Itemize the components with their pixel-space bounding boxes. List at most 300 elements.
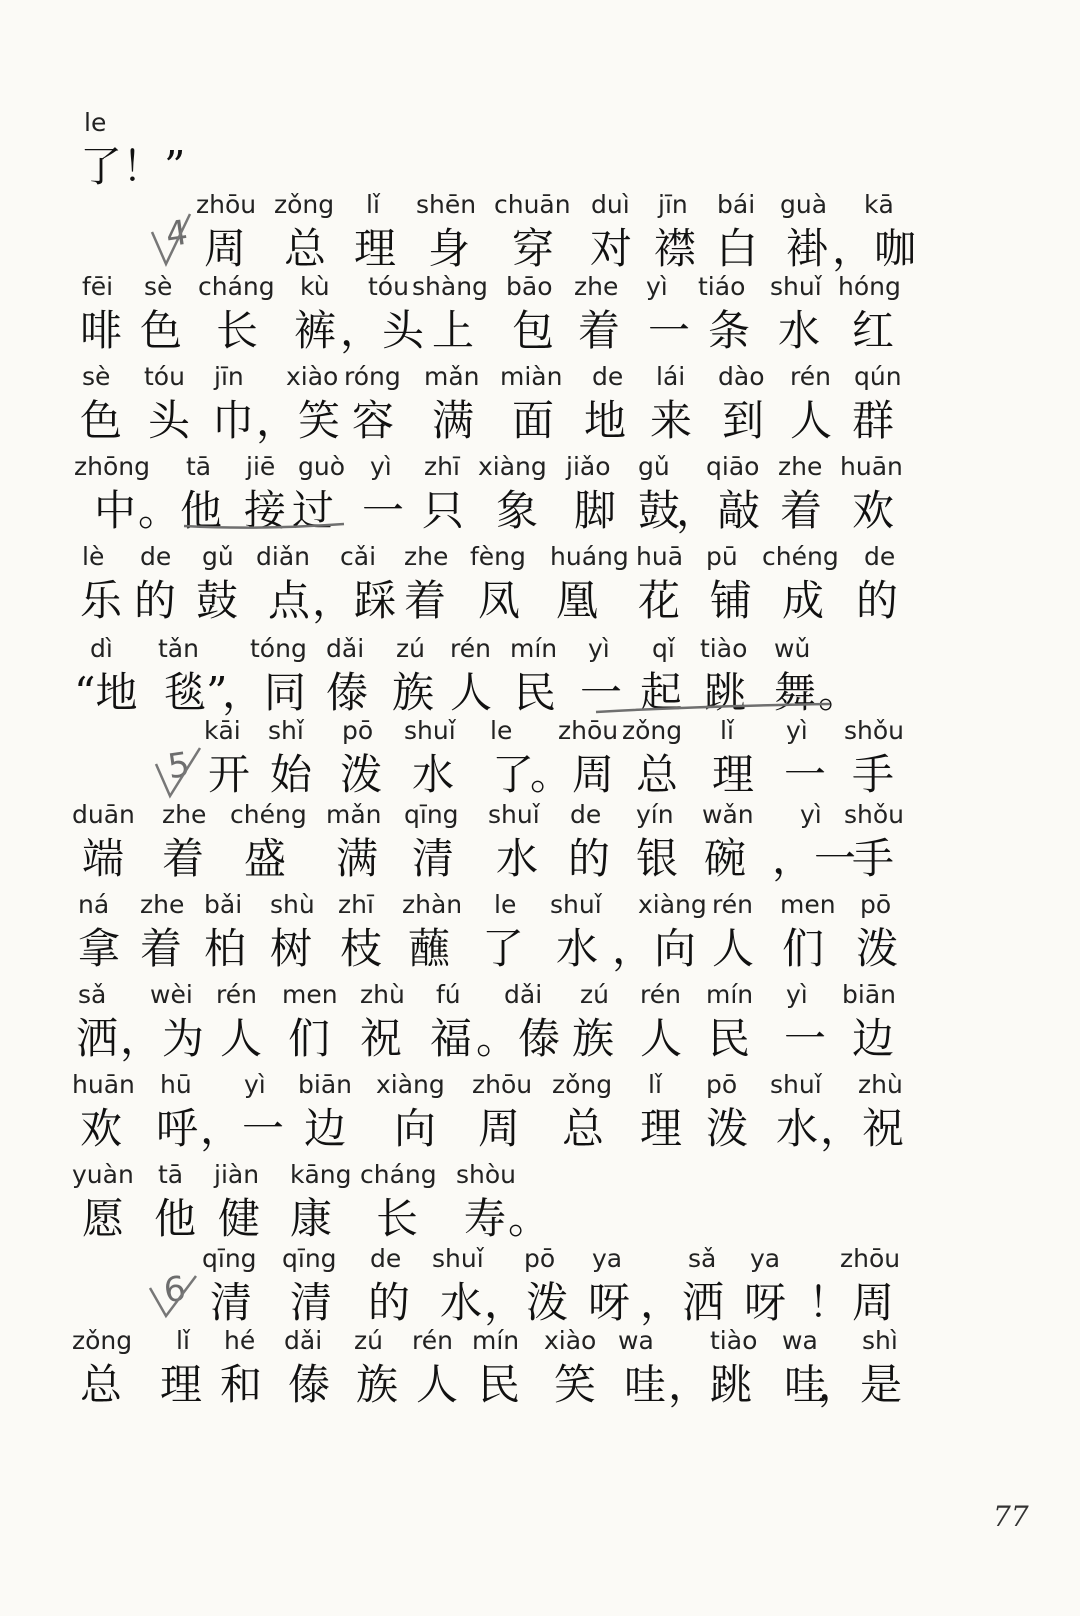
pinyin: lè [82, 542, 105, 571]
pinyin: xiàng [478, 452, 547, 481]
pinyin: shǒu [844, 800, 905, 829]
pinyin: chéng [230, 800, 307, 829]
pinyin: lǐ [720, 716, 734, 745]
pinyin: guà [780, 190, 828, 219]
pinyin: de [592, 362, 624, 391]
pinyin: tā [186, 452, 212, 481]
pinyin: zhī [338, 890, 374, 919]
pinyin: zhàn [402, 890, 463, 919]
hanzi: ，向 [612, 924, 697, 973]
pinyin: shuǐ [432, 1244, 484, 1273]
pinyin: zú [580, 980, 609, 1009]
pinyin: jīn [214, 362, 244, 391]
hanzi: 族 [572, 1014, 615, 1063]
hanzi: 他 [154, 1194, 197, 1243]
pinyin: zhe [162, 800, 207, 829]
pinyin: tā [158, 1160, 184, 1189]
pinyin: zhōu [558, 716, 619, 745]
pinyin: jīn [658, 190, 688, 219]
pinyin: zhe [778, 452, 823, 481]
pinyin: pō [706, 1070, 738, 1099]
pinyin: dǎi [326, 634, 365, 663]
hanzi: 人 [790, 396, 833, 445]
hanzi: ！ [808, 1278, 851, 1327]
hanzi: 一 [362, 486, 405, 535]
pinyin: pō [860, 890, 892, 919]
pinyin: hé [224, 1326, 256, 1355]
pinyin: yì [646, 272, 668, 301]
pinyin: rén [216, 980, 257, 1009]
hanzi: 呀 [744, 1278, 787, 1327]
hanzi: 着 [404, 576, 447, 625]
text-line [0, 634, 1080, 726]
pinyin: mín [472, 1326, 520, 1355]
hanzi: 哇 [784, 1360, 827, 1409]
hanzi: 地 [584, 396, 627, 445]
pinyin: shuǐ [770, 272, 822, 301]
hanzi: 手 [852, 834, 895, 883]
text-line [0, 452, 1080, 544]
pinyin: yì [786, 716, 808, 745]
pinyin: gǔ [202, 542, 234, 571]
pinyin: qún [854, 362, 902, 391]
pinyin: sǎ [78, 980, 107, 1009]
pinyin: lái [656, 362, 686, 391]
pinyin: sǎ [688, 1244, 717, 1273]
pinyin: huān [840, 452, 903, 481]
hanzi: 一 [784, 1014, 827, 1063]
hanzi: 民 [478, 1360, 521, 1409]
pinyin: fēi [82, 272, 114, 301]
text-line [0, 272, 1080, 364]
hanzi: ，洒 [640, 1278, 725, 1327]
pinyin: rén [412, 1326, 453, 1355]
pinyin: pō [524, 1244, 556, 1273]
hanzi: 条 [708, 306, 751, 355]
pinyin: zhōu [472, 1070, 533, 1099]
pinyin: jiàn [214, 1160, 260, 1189]
hanzi: ，跳 [668, 1360, 753, 1409]
hanzi: 和 [220, 1360, 263, 1409]
hanzi: 始 [270, 750, 313, 799]
pinyin: le [84, 108, 107, 137]
hanzi: 周 [852, 1278, 895, 1327]
pinyin: jiē [246, 452, 276, 481]
pinyin: lǐ [648, 1070, 662, 1099]
hanzi: 铺 [710, 576, 753, 625]
hanzi: 一 [580, 668, 623, 717]
pinyin: kāng [290, 1160, 352, 1189]
pinyin: biān [298, 1070, 352, 1099]
hanzi: 蘸 [408, 924, 451, 973]
pinyin: men [780, 890, 836, 919]
hanzi: 满 [432, 396, 475, 445]
pinyin: shàng [412, 272, 488, 301]
pinyin: le [490, 716, 513, 745]
pinyin: tiáo [698, 272, 746, 301]
hanzi: 白 [716, 224, 759, 273]
paragraph-mark: 5 [165, 744, 193, 788]
hanzi: 只 [422, 486, 465, 535]
hanzi: 凰 [556, 576, 599, 625]
hanzi: 到 [722, 396, 765, 445]
hanzi: 褂 [786, 224, 829, 273]
hanzi: 周 [204, 224, 247, 273]
pinyin: cháng [198, 272, 275, 301]
pinyin: zhe [140, 890, 185, 919]
pinyin: dǎi [504, 980, 543, 1009]
pinyin: le [494, 890, 517, 919]
hanzi: 们 [288, 1014, 331, 1063]
pinyin: bái [717, 190, 756, 219]
hanzi: 长 [376, 1194, 419, 1243]
pinyin: kā [864, 190, 894, 219]
pinyin: kù [300, 272, 330, 301]
pinyin: qǐ [652, 634, 675, 663]
pinyin: qīng [202, 1244, 257, 1273]
hanzi: 身 [428, 224, 471, 273]
hanzi: 群 [852, 396, 895, 445]
pinyin: wa [618, 1326, 654, 1355]
hanzi: 周 [478, 1104, 521, 1153]
hanzi: “地 [74, 668, 138, 717]
pinyin: zhe [404, 542, 449, 571]
text-line [0, 800, 1080, 892]
hanzi: 傣 [326, 668, 369, 717]
hanzi: 了！” [80, 142, 186, 191]
hanzi: 民 [514, 668, 557, 717]
pinyin: de [370, 1244, 402, 1273]
pinyin: ná [78, 890, 110, 919]
hanzi: 人 [220, 1014, 263, 1063]
hanzi: 洒 [76, 1014, 119, 1063]
hanzi: 了 [492, 750, 535, 799]
pinyin: sè [82, 362, 111, 391]
hanzi: 水 [496, 834, 539, 883]
hanzi: 。他 [138, 486, 223, 535]
hanzi: 人 [640, 1014, 683, 1063]
hanzi: 哇 [624, 1360, 667, 1409]
pinyin: hū [160, 1070, 192, 1099]
text-line [0, 890, 1080, 982]
pinyin: shì [862, 1326, 898, 1355]
hanzi: 色 [140, 306, 183, 355]
hanzi: 上 [432, 306, 475, 355]
hanzi: 点 [268, 576, 311, 625]
pinyin: xiào [286, 362, 339, 391]
hanzi: 族 [392, 668, 435, 717]
hanzi: 民 [708, 1014, 751, 1063]
hanzi: 泼 [856, 924, 899, 973]
hanzi: 手 [852, 750, 895, 799]
hanzi: 水 [778, 306, 821, 355]
pinyin: róng [344, 362, 401, 391]
pinyin: dì [90, 634, 113, 663]
pinyin: de [864, 542, 896, 571]
hanzi: 柏 [204, 924, 247, 973]
hanzi: 清 [290, 1278, 333, 1327]
pinyin: zhī [424, 452, 460, 481]
pinyin: shǐ [268, 716, 304, 745]
pinyin: zhōng [74, 452, 150, 481]
text-line [0, 362, 1080, 454]
pinyin: chuān [494, 190, 571, 219]
hanzi: ，咖 [832, 224, 917, 273]
text-line [0, 980, 1080, 1072]
pinyin: yì [370, 452, 392, 481]
hanzi: 来 [650, 396, 693, 445]
pinyin: yì [588, 634, 610, 663]
pinyin: hóng [838, 272, 901, 301]
pinyin: qīng [404, 800, 459, 829]
pinyin: wǔ [774, 634, 811, 663]
pinyin: bǎi [204, 890, 243, 919]
text-line [0, 190, 1080, 282]
pinyin: xiàng [638, 890, 707, 919]
hanzi: 欢 [852, 486, 895, 535]
hanzi: 清 [412, 834, 455, 883]
hanzi: 面 [512, 396, 555, 445]
pinyin: bāo [506, 272, 553, 301]
pinyin: mín [706, 980, 754, 1009]
pinyin: cháng [360, 1160, 437, 1189]
text-line [0, 1326, 1080, 1418]
hanzi: 健 [218, 1194, 261, 1243]
pinyin: zhōu [840, 1244, 901, 1273]
pinyin: gǔ [638, 452, 670, 481]
pinyin: rén [450, 634, 491, 663]
hanzi: 。傣 [476, 1014, 561, 1063]
pinyin: sè [144, 272, 173, 301]
hanzi: 毯” [164, 668, 228, 717]
hanzi: 欢 [80, 1104, 123, 1153]
pinyin: yín [636, 800, 674, 829]
pinyin: huā [636, 542, 684, 571]
pinyin: yì [244, 1070, 266, 1099]
hanzi: 穿 [512, 224, 555, 273]
hanzi: 裤 [294, 306, 337, 355]
text-line [0, 716, 1080, 808]
pinyin: rén [712, 890, 753, 919]
pinyin: wa [782, 1326, 818, 1355]
pinyin: diǎn [256, 542, 310, 571]
pinyin: shēn [416, 190, 477, 219]
hanzi: 人 [712, 924, 755, 973]
hanzi: ，笑 [256, 396, 341, 445]
pinyin: yì [800, 800, 822, 829]
pinyin: zú [396, 634, 425, 663]
hanzi: 跳 [704, 668, 747, 717]
hanzi: 巾 [212, 396, 255, 445]
pinyin: zǒng [274, 190, 335, 219]
hanzi: 理 [354, 224, 397, 273]
pinyin: zhù [858, 1070, 903, 1099]
hanzi: 们 [782, 924, 825, 973]
hanzi: 鼓 [638, 486, 681, 535]
pinyin: xiào [544, 1326, 597, 1355]
pinyin: mín [510, 634, 558, 663]
pinyin: zhù [360, 980, 405, 1009]
hanzi: 理 [712, 750, 755, 799]
hanzi: 愿 [82, 1194, 125, 1243]
pinyin: huáng [550, 542, 629, 571]
hanzi: 寿 [464, 1194, 507, 1243]
hanzi: 舞 [774, 668, 817, 717]
paragraph-mark: 6 [161, 1268, 189, 1312]
hanzi: 树 [270, 924, 313, 973]
hanzi: 鼓 [196, 576, 239, 625]
hanzi: 的 [568, 834, 611, 883]
hanzi: 人 [450, 668, 493, 717]
pinyin: xiàng [376, 1070, 445, 1099]
hanzi: 头 [148, 396, 191, 445]
hanzi: 水 [776, 1104, 819, 1153]
pinyin: de [570, 800, 602, 829]
hanzi: 一 [648, 306, 691, 355]
hanzi: 枝 [340, 924, 383, 973]
pinyin: qīng [282, 1244, 337, 1273]
hanzi: 人 [416, 1360, 459, 1409]
pinyin: chéng [762, 542, 839, 571]
hanzi: 的 [856, 576, 899, 625]
hanzi: 过 [292, 486, 335, 535]
hanzi: 水 [556, 924, 599, 973]
pinyin: rén [640, 980, 681, 1009]
text-line [0, 542, 1080, 634]
hanzi: 。周 [530, 750, 615, 799]
hanzi: 傣 [288, 1360, 331, 1409]
hanzi: 银 [636, 834, 679, 883]
hanzi: 总 [562, 1104, 605, 1153]
hanzi: 着 [780, 486, 823, 535]
hanzi: 中 [94, 486, 137, 535]
pinyin: yì [786, 980, 808, 1009]
hanzi: 啡 [80, 306, 123, 355]
pinyin: huān [72, 1070, 135, 1099]
hanzi: 清 [210, 1278, 253, 1327]
page-number: 77 [993, 1500, 1029, 1533]
pinyin: shuǐ [550, 890, 602, 919]
pinyin: kāi [204, 716, 241, 745]
pinyin: dǎi [284, 1326, 323, 1355]
pinyin: zǒng [72, 1326, 133, 1355]
hanzi: 容 [352, 396, 395, 445]
hanzi: 凤 [478, 576, 521, 625]
pinyin: miàn [500, 362, 563, 391]
hanzi: 理 [640, 1104, 683, 1153]
hanzi: 笑 [554, 1360, 597, 1409]
hanzi: 泼 [340, 750, 383, 799]
hanzi: 盛 [244, 834, 287, 883]
pinyin: wèi [150, 980, 193, 1009]
pinyin: mǎn [424, 362, 480, 391]
hanzi: 康 [290, 1194, 333, 1243]
pinyin: shù [270, 890, 315, 919]
hanzi: 了 [482, 924, 525, 973]
pinyin: mǎn [326, 800, 382, 829]
pinyin: shòu [456, 1160, 517, 1189]
hanzi: 的 [368, 1278, 411, 1327]
pinyin: shuǐ [770, 1070, 822, 1099]
hanzi: 总 [80, 1360, 123, 1409]
hanzi: 红 [852, 306, 895, 355]
pinyin: pū [706, 542, 738, 571]
hanzi: ，敲 [676, 486, 761, 535]
hanzi: 起 [640, 668, 683, 717]
hanzi: 成 [782, 576, 825, 625]
hanzi: 呀 [588, 1278, 631, 1327]
hanzi: 象 [496, 486, 539, 535]
pinyin: zǒng [622, 716, 683, 745]
hanzi: ，一 [200, 1104, 285, 1153]
hanzi: ，为 [120, 1014, 205, 1063]
hanzi: 边 [304, 1104, 347, 1153]
hanzi: 开 [208, 750, 251, 799]
hanzi: 对 [590, 224, 633, 273]
pinyin: tóu [144, 362, 185, 391]
pinyin: shuǐ [404, 716, 456, 745]
hanzi: 端 [82, 834, 125, 883]
pinyin: tiào [700, 634, 748, 663]
hanzi: 福 [430, 1014, 473, 1063]
hanzi: 一 [784, 750, 827, 799]
pinyin: shuǐ [488, 800, 540, 829]
pinyin: zú [354, 1326, 383, 1355]
hanzi: 泼 [706, 1104, 749, 1153]
pinyin: fèng [470, 542, 526, 571]
pinyin: tǎn [158, 634, 199, 663]
hanzi: 的 [134, 576, 177, 625]
pinyin: dào [718, 362, 765, 391]
pinyin: shǒu [844, 716, 905, 745]
pinyin: cǎi [340, 542, 377, 571]
pinyin: jiǎo [566, 452, 611, 481]
hanzi: ，头 [340, 306, 425, 355]
pinyin: qiāo [706, 452, 760, 481]
pinyin: biān [842, 980, 896, 1009]
pinyin: ya [592, 1244, 623, 1273]
paragraph-mark: 4 [163, 212, 191, 256]
hanzi: 长 [216, 306, 259, 355]
hanzi: 碗 [704, 834, 747, 883]
text-line [0, 1244, 1080, 1336]
hanzi: 满 [336, 834, 379, 883]
hanzi: 向 [394, 1104, 437, 1153]
pinyin: zhe [574, 272, 619, 301]
pinyin: fú [436, 980, 461, 1009]
hanzi: 理 [160, 1360, 203, 1409]
hanzi: ，踩 [312, 576, 397, 625]
pinyin: wǎn [702, 800, 754, 829]
hanzi: 呼 [156, 1104, 199, 1153]
hanzi: 接 [244, 486, 287, 535]
hanzi: 祝 [360, 1014, 403, 1063]
hanzi: 水 [412, 750, 455, 799]
pinyin: yuàn [72, 1160, 134, 1189]
text-line [0, 1070, 1080, 1162]
hanzi: 包 [512, 306, 555, 355]
text-line [0, 1160, 1080, 1252]
hanzi: 乐 [80, 576, 123, 625]
hanzi: 水 [440, 1278, 483, 1327]
pinyin: de [140, 542, 172, 571]
pinyin: ya [750, 1244, 781, 1273]
hanzi: 总 [284, 224, 327, 273]
pinyin: tóu [368, 272, 409, 301]
hanzi: 着 [578, 306, 621, 355]
pinyin: men [282, 980, 338, 1009]
hanzi: 族 [356, 1360, 399, 1409]
